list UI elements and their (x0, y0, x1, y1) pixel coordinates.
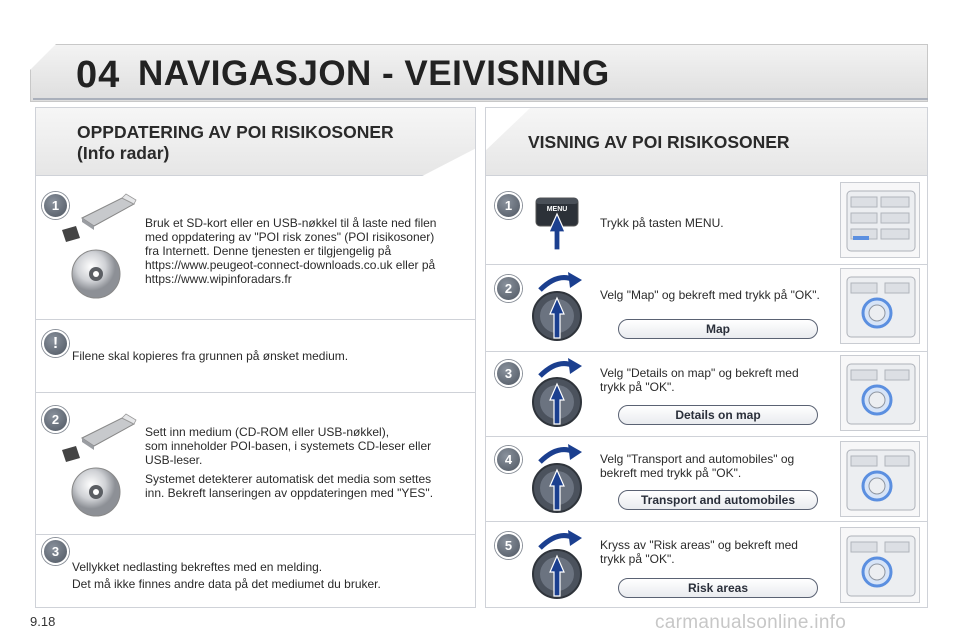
radio-panel-thumbnail (840, 527, 920, 603)
cd-icon (70, 466, 122, 518)
left-note-text: Filene skal kopieres fra grunnen på ønsket medium. (72, 349, 349, 363)
left-panel-title-line2: (Info radar) (77, 143, 170, 163)
right-panel-title: VISNING AV POI RISIKOSONER (528, 132, 790, 152)
right-step-4-text: Velg "Transport and automobiles" og bekreft med trykk på "OK". (600, 452, 795, 480)
radio-panel-thumbnail (840, 268, 920, 344)
radio-panel-thumbnail (840, 355, 920, 431)
header-underline (33, 98, 928, 100)
right-step-3-text: Velg "Details on map" og bekreft med trykk på "OK". (600, 366, 799, 394)
step-2-badge: 2 (495, 275, 522, 302)
step-2-badge: 2 (42, 406, 69, 433)
details-on-map-option[interactable]: Details on map (618, 405, 818, 425)
separator (36, 534, 475, 535)
left-step-3-text: Vellykket nedlasting bekreftes med en melding. Det må ikke finnes andre data på det mediumet du bruker. (72, 560, 381, 591)
left-step-2-text: Sett inn medium (CD-ROM eller USB-nøkkel), som inneholder POI-basen, i systemets CD-leser eller USB-leser. Systemet detekterer automatisk det media som settes inn. Bekreft lanseringen av oppdateringen med "YES". (145, 425, 434, 500)
right-step-1-text: Trykk på tasten MENU. (600, 216, 724, 230)
separator (36, 392, 475, 393)
menu-key-label: MENU (546, 206, 568, 213)
separator (486, 351, 927, 352)
cd-icon (70, 248, 122, 300)
usb-sd-icon (60, 190, 140, 250)
step-1-badge: 1 (495, 192, 522, 219)
chapter-number: 04 (76, 54, 121, 96)
separator (36, 319, 475, 320)
separator (486, 264, 927, 265)
step-1-badge: 1 (42, 192, 69, 219)
step-5-badge: 5 (495, 532, 522, 559)
chapter-title: NAVIGASJON - VEIVISNING (138, 54, 610, 93)
watermark: carmanualsonline.info (655, 612, 847, 633)
radio-panel-thumbnail (840, 182, 920, 258)
risk-areas-option[interactable]: Risk areas (618, 578, 818, 598)
step-3-badge: 3 (42, 538, 69, 565)
rotary-knob-icon (528, 268, 588, 348)
right-step-2-text: Velg "Map" og bekreft med trykk på "OK". (600, 288, 820, 302)
right-step-5-text: Kryss av "Risk areas" og bekreft med trykk på "OK". (600, 538, 798, 566)
usb-sd-icon (60, 410, 140, 470)
left-panel-title-line1: OPPDATERING AV POI RISIKOSONER (77, 122, 394, 142)
step-4-badge: 4 (495, 446, 522, 473)
warning-icon: ! (42, 330, 69, 357)
left-step-1-text: Bruk et SD-kort eller en USB-nøkkel til å laste ned filen med oppdatering av "POI risk zones" (POI risikosoner) fra Internett. Denne tjenesten er tilgjengelig på https://www.peugeot-connect-downloads.co.uk eller på https://www.wipinforadars.fr (145, 216, 437, 286)
page-number: 9.18 (30, 614, 56, 629)
map-menu-option[interactable]: Map (618, 319, 818, 339)
transport-and-automobiles-option[interactable]: Transport and automobiles (618, 490, 818, 510)
step-3-badge: 3 (495, 360, 522, 387)
separator (486, 436, 927, 437)
rotary-knob-icon (528, 440, 588, 520)
radio-panel-thumbnail (840, 441, 920, 517)
separator (486, 521, 927, 522)
menu-key-icon (532, 192, 582, 252)
rotary-knob-icon (528, 354, 588, 434)
rotary-knob-icon (528, 526, 588, 606)
